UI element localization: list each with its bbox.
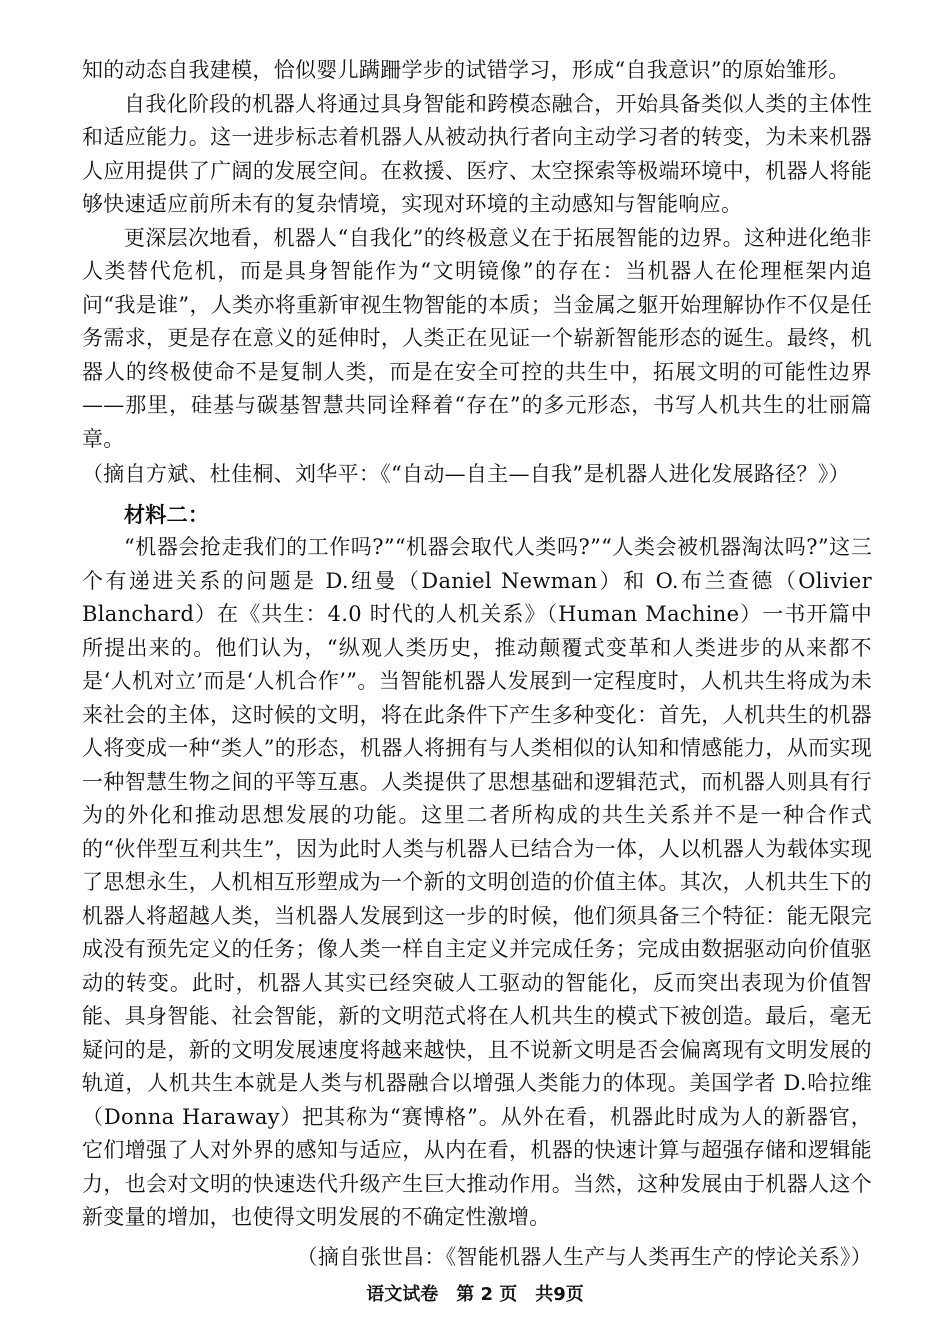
paragraph-self-stage: 自我化阶段的机器人将通过具身智能和跨模态融合，开始具备类似人类的主体性和适应能力。这一进步标志着机器人从被动执行者向主动学习者的转变，为未来机器人应用提供了广阔的发展空间。在救援、医疗、太空探索等极端环境中，机器人将能够快速适应前所未有的复杂情境，实现对环境的主动感知与智能响应。 <box>82 91 872 216</box>
page-footer: 语文试卷 第 2 页 共9页 <box>366 1284 584 1305</box>
paragraph-continuation: 知的动态自我建模，恰似婴儿蹒跚学步的试错学习，形成“自我意识”的原始雏形。 <box>82 58 850 82</box>
source-citation-2: （摘自张世昌：《智能机器人生产与人类再生产的悖论关系》） <box>296 1244 872 1269</box>
source-citation-1: （摘自方斌、杜佳桐、刘华平：《“自动—自主—自我”是机器人进化发展路径？》） <box>82 462 850 486</box>
paragraph-material-2: “机器会抢走我们的工作吗?”“机器会取代人类吗?”“人类会被机器淘汰吗?”这三个有递进关系的问题是 D.纽曼（Daniel Newman）和 O.布兰查德（Olivier Blanchard）在《共生：4.0 时代的人机关系》（Human Machine）一书开篇中所提出来的。他们认为，“纵观人类历史，推动颠覆式变革和人类进步的从来都不是‘人机对立’而是‘人机合作’”。当智能机器人发展到一定程度时，人机共生将成为未来社会的主体，这时候的文明，将在此条件下产生多种变化：首先，人机共生的机器人将变成一种“类人”的形态，机器人将拥有与人类相似的认知和情感能力，从而实现一种智慧生物之间的平等互惠。人类提供了思想基础和逻辑范式，而机器人则具有行为的外化和推动思想发展的功能。这里二者所构成的共生关系并不是一种合作式的“伙伴型互利共生”，因为此时人类与机器人已结合为一体，人以机器人为载体实现了思想永生，人机相互形塑成为一个新的文明创造的价值主体。其次，人机共生下的机器人将超越人类，当机器人发展到这一步的时候，他们须具备三个特征：能无限完成没有预先定义的任务；像人类一样自主定义并完成任务；完成由数据驱动向价值驱动的转变。此时，机器人其实已经突破人工驱动的智能化，反而突出表现为价值智能、具身智能、社会智能，新的文明范式将在人机共生的模式下被创造。最后，毫无疑问的是，新的文明发展速度将越来越快，且不说新文明是否会偏离现有文明发展的轨道，人机共生本就是人类与机器融合以增强人类能力的体现。美国学者 D.哈拉维（Donna Haraway）把其称为“赛博格”。从外在看，机器此时成为人的新器官，它们增强了人对外界的感知与适应，从内在看，机器的快速计算与超强存储和逻辑能力，也会对文明的快速迭代升级产生巨大推动作用。当然，这种发展由于机器人这个新变量的增加，也使得文明发展的不确定性激增。 <box>82 535 872 1229</box>
paragraph-deeper-meaning: 更深层次地看，机器人“自我化”的终极意义在于拓展智能的边界。这种进化绝非人类替代危机，而是具身智能作为“文明镜像”的存在：当机器人在伦理框架内追问“我是谁”，人类亦将重新审视生物智能的本质；当金属之躯开始理解协作不仅是任务需求，更是存在意义的延伸时，人类正在见证一个崭新智能形态的诞生。最终，机器人的终极使命不是复制人类，而是在安全可控的共生中，拓展文明的可能性边界——那里，硅基与碳基智慧共同诠释着“存在”的多元形态，书写人机共生的壮丽篇章。 <box>82 225 872 451</box>
material-2-heading: 材料二： <box>124 501 210 527</box>
page-content <box>82 54 872 1274</box>
